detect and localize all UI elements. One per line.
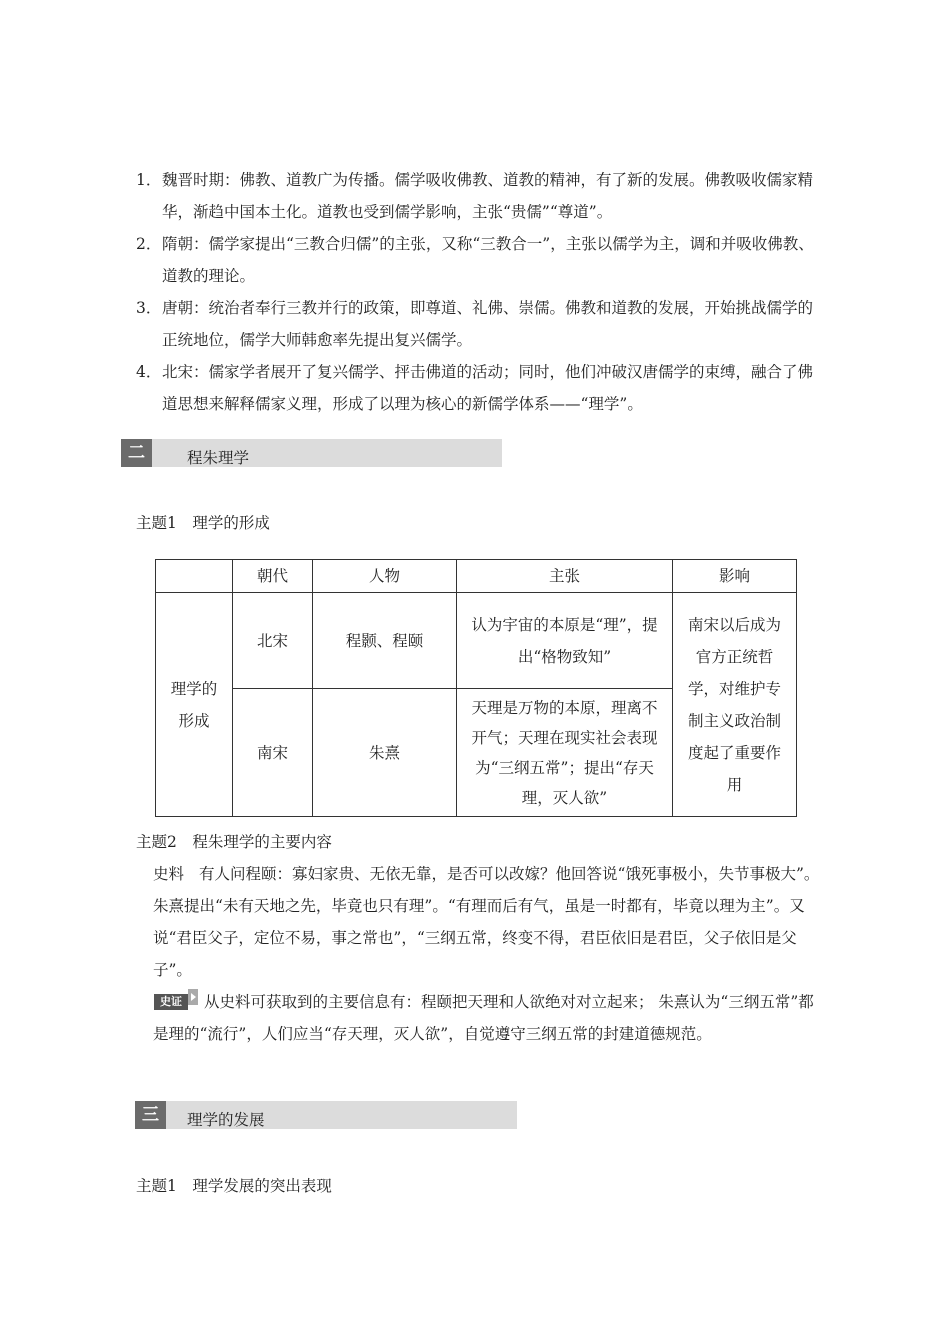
arrow-icon [188, 989, 198, 1005]
table-cell-dynasty: 北宋 [233, 593, 313, 689]
intro-list [136, 164, 826, 420]
section-badge: 三 [135, 1101, 166, 1129]
section-header-3 [135, 1101, 517, 1129]
table-cell-idea: 认为宇宙的本原是“理”，提出“格物致知” [457, 593, 673, 689]
source-paragraph [153, 858, 826, 986]
list-number: 1． [136, 171, 162, 189]
topic-heading: 主题2 程朱理学的主要内容 [136, 833, 332, 851]
list-number: 4． [136, 363, 162, 381]
table-cell-dynasty: 南宋 [233, 689, 313, 817]
section-title: 程朱理学 [187, 449, 250, 467]
source-label: 史料 [153, 865, 185, 883]
table-row [156, 593, 797, 689]
list-text: 隋朝：儒学家提出“三教合归儒”的主张，又称“三教合一”，主张以儒学为主，调和并吸收佛教、道教的理论。 [162, 235, 814, 285]
source-text: 有人问程颐：寡妇家贵、无依无靠，是否可以改嫁？他回答说“饿死事极小，失节事极大”。朱熹提出“未有天地之先，毕竟也只有理”。“有理而后有气，虽是一时都有，毕竟以理为主”。又说“君臣父子，定位不易，事之常也”，“三纲五常，终变不得，君臣依旧是君臣，父子依旧是父子”。 [153, 865, 820, 979]
list-number: 3． [136, 299, 162, 317]
topic-heading: 主题1 理学发展的突出表现 [136, 1177, 332, 1195]
table-header-cell: 主张 [457, 560, 673, 593]
list-text: 魏晋时期：佛教、道教广为传播。儒学吸收佛教、道教的精神，有了新的发展。佛教吸收儒家精华，渐趋中国本土化。道教也受到儒学影响，主张“贵儒”“尊道”。 [162, 171, 814, 221]
list-item [136, 292, 826, 356]
table-header-cell: 影响 [673, 560, 797, 593]
table-header-cell: 朝代 [233, 560, 313, 593]
evidence-text: 从史料可获取到的主要信息有：程颐把天理和人欲绝对对立起来； 朱熹认为“三纲五常”都是理的“流行”，人们应当“存天理，灭人欲”，自觉遵守三纲五常的封建道德规范。 [153, 993, 814, 1043]
section-badge: 二 [121, 439, 152, 467]
list-text: 北宋：儒家学者展开了复兴儒学、抨击佛道的活动；同时，他们冲破汉唐儒学的束缚，融合了佛道思想来解释儒家义理，形成了以理为核心的新儒学体系——“理学”。 [162, 363, 814, 413]
list-item [136, 164, 826, 228]
lixue-table [155, 559, 797, 817]
evidence-paragraph [153, 986, 826, 1050]
section-title: 理学的发展 [187, 1111, 265, 1129]
topic-heading: 主题1 理学的形成 [136, 514, 270, 532]
table-row-label: 理学的形成 [156, 593, 233, 817]
table-header-row [156, 560, 797, 593]
section-header-2 [121, 439, 502, 467]
evidence-tag: 史证 [154, 994, 188, 1010]
list-item [136, 228, 826, 292]
table-header-cell [156, 560, 233, 593]
table-cell-idea: 天理是万物的本原，理离不开气；天理在现实社会表现为“三纲五常”；提出“存天理，灭人欲” [457, 689, 673, 817]
list-item [136, 356, 826, 420]
table-cell-people: 程颢、程颐 [313, 593, 457, 689]
table-cell-influence: 南宋以后成为官方正统哲学，对维护专制主义政治制度起了重要作用 [673, 593, 797, 817]
table-header-cell: 人物 [313, 560, 457, 593]
list-text: 唐朝：统治者奉行三教并行的政策，即尊道、礼佛、崇儒。佛教和道教的发展，开始挑战儒学的正统地位，儒学大师韩愈率先提出复兴儒学。 [162, 299, 814, 349]
list-number: 2． [136, 235, 162, 253]
table-cell-people: 朱熹 [313, 689, 457, 817]
